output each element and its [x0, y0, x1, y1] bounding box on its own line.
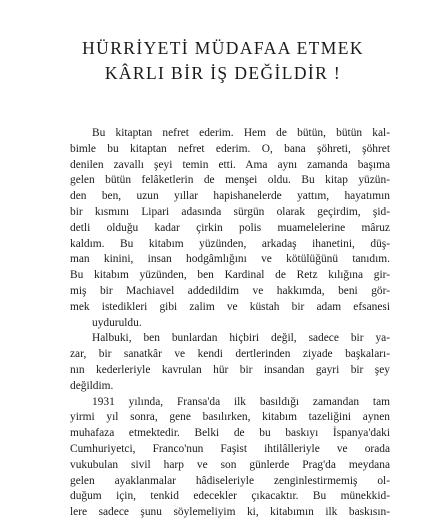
text-line: mek istedikleri gibi zalim ve küstah bir adam efsanesi [70, 300, 390, 313]
text-line: Bu kitabım yüzünden, ben Kardinal de Retz kılığına gir- [70, 269, 390, 282]
chapter-title-line-1: HÜRRİYETİ MÜDAFAA ETMEK [82, 38, 364, 58]
text-line: bimle bu kitaptan nefret ederim. O, bana şöhreti, şöhret [70, 142, 390, 155]
text-line: kaldım. Bu kitabım yüzünden, arkadaş ihanetini, düş- [70, 237, 390, 250]
text-line: bir kısmını Lipari adasında sürgün olarak geçirdim, şid- [70, 205, 390, 218]
text-line: gelen bütün felâketlerin de menşei oldu. Bu kitap yüzün- [70, 174, 390, 187]
text-line: lere sadece şunu söylemeliyim ki, kitabımın ilk baskısın- [70, 506, 390, 519]
text-line: vukubulan sivil harp ve son günlerde Prag'da meydana [70, 458, 390, 471]
text-line: zar, bir sanatkâr ve kendi dertlerinden ziyade başkaları- [70, 348, 390, 361]
text-line: miş bir Machiavel addedildim ve hakkımda, beni gör- [70, 284, 390, 297]
text-line: yirmi yıl sonra, gene basılırken, kitabım tazeliğini aynen [70, 411, 390, 424]
text-line: den ben, uzun yıllar hapishanelerde yattım, hayatımın [70, 190, 390, 203]
text-line: Bu kitaptan nefret ederim. Hem de bütün, bütün kal- [92, 127, 390, 139]
text-line: man kinini, insan hodgâmlığını ve kötülüğünü tanıdım. [70, 253, 390, 266]
text-line: 1931 yılında, Fransa'da ilk basıldığı zamandan tam [92, 395, 390, 408]
text-line: Halbuki, ben bunlardan hiçbiri değil, sadece bir ya- [92, 332, 390, 345]
text-line: değildim. [70, 379, 114, 392]
text-line: nın kederleriyle kavrulan hür bir insandan gayri bir şey [70, 363, 390, 376]
text-line: muhafaza etmektedir. Belki de bu baskıyı İspanya'daki [70, 427, 390, 440]
text-line: uyduruldu. [92, 316, 142, 329]
body-text [70, 126, 390, 521]
text-line: gelen ayaklanmalar hâdiseleriyle zenginlestirmemiş ol- [70, 474, 390, 487]
text-line: denilen zavallı şeyi temin etti. Ama aynı zamanda başıma [70, 158, 390, 171]
text-line: detli olduğu kadar çirkin polis muamelelerine mâruz [70, 221, 390, 234]
text-line: Cumhuriyetci, Franco'nun Faşist ihtilâlleriyle ve orada [70, 442, 390, 455]
text-line: duğum için, tenkid edecekler çıkacaktır. Bu münekkid- [70, 490, 390, 503]
chapter-title-line-2: KÂRLI BİR İŞ DEĞİLDİR ! [104, 63, 342, 83]
